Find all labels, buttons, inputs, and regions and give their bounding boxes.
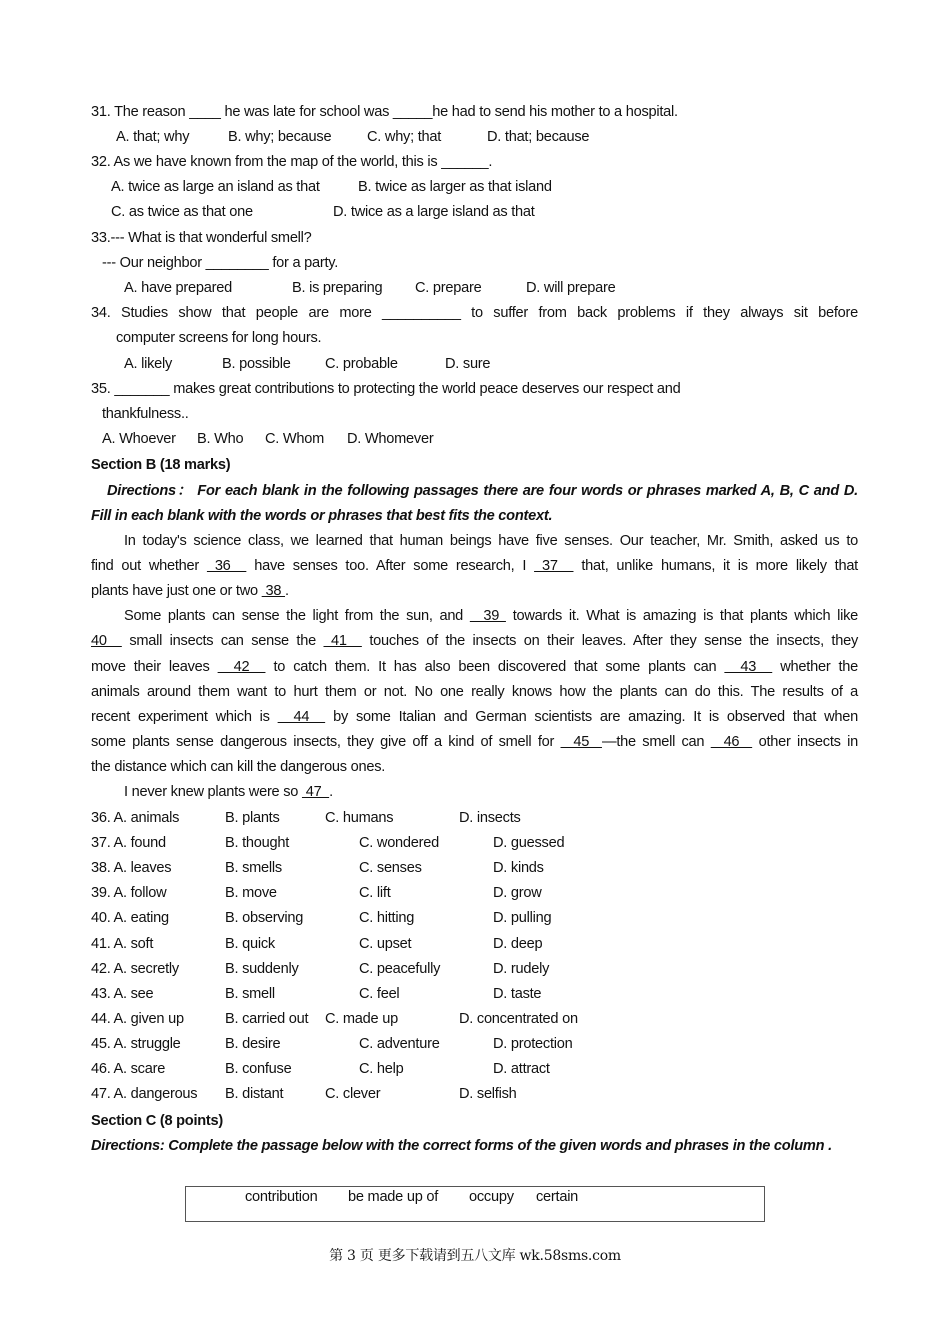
word-box-item: certain	[536, 1189, 579, 1205]
choice-option[interactable]: C. clever	[325, 1086, 381, 1103]
passage-text: In today's science class, we learned that human beings have five senses. Our teacher, Mr. Smith, asked us to	[124, 533, 858, 549]
choice-option[interactable]: D. selfish	[459, 1086, 517, 1103]
passage-line	[91, 629, 858, 654]
choice-option[interactable]: 43. A. see	[91, 985, 154, 1002]
passage-line	[91, 680, 858, 705]
passage-line	[91, 529, 858, 554]
choice-option[interactable]: 36. A. animals	[91, 810, 180, 826]
question-stem: 35. _______ makes great contributions to protecting the world peace deserves our respect and	[91, 381, 681, 397]
answer-blank[interactable]: 41	[323, 633, 362, 650]
choice-option[interactable]: 47. A. dangerous	[91, 1086, 198, 1103]
passage-line	[91, 655, 858, 680]
answer-option[interactable]: A. twice as large an island as that	[111, 179, 320, 195]
answer-blank[interactable]: 46	[710, 733, 753, 750]
question-stem: 34. Studies show that people are more __________ to suffer from back problems if they always sit before	[91, 305, 858, 321]
choice-option[interactable]: D. pulling	[493, 910, 552, 927]
answer-option[interactable]: D. sure	[445, 356, 491, 372]
choice-option[interactable]: 46. A. scare	[91, 1061, 166, 1077]
passage-line	[91, 604, 858, 629]
choice-option[interactable]: C. help	[359, 1061, 404, 1077]
answer-option[interactable]: D. Whomever	[347, 431, 434, 447]
passage-text: —the smell can	[601, 733, 711, 750]
choice-option[interactable]: D. attract	[493, 1061, 550, 1077]
passage-text: find out whether	[91, 558, 207, 575]
choice-option[interactable]: B. carried out	[225, 1010, 309, 1027]
answer-blank[interactable]: 42	[217, 658, 266, 675]
passage-line	[91, 554, 858, 579]
choice-option[interactable]: 40. A. eating	[91, 910, 169, 927]
choice-option[interactable]: C. lift	[359, 885, 391, 902]
choice-option[interactable]: 42. A. secretly	[91, 960, 179, 977]
answer-option[interactable]: B. Who	[197, 431, 244, 447]
section-c-directions: Directions: Complete the passage below with the correct forms of the given words and phrases in the column .	[91, 1138, 832, 1154]
choice-option[interactable]: B. desire	[225, 1035, 281, 1052]
choice-option[interactable]: C. peacefully	[359, 960, 441, 977]
answer-option[interactable]: D. that; because	[487, 129, 590, 145]
choice-option[interactable]: 41. A. soft	[91, 935, 154, 952]
choice-option[interactable]: B. plants	[225, 810, 280, 826]
answer-blank[interactable]: 36	[206, 558, 247, 575]
choice-option[interactable]: B. smells	[225, 860, 282, 877]
answer-option[interactable]: C. why; that	[367, 129, 442, 145]
answer-option[interactable]: C. Whom	[265, 431, 325, 447]
choice-option[interactable]: C. hitting	[359, 910, 415, 927]
answer-blank[interactable]: 45	[560, 733, 602, 750]
answer-option[interactable]: A. have prepared	[124, 280, 232, 296]
answer-blank[interactable]: 47	[301, 784, 330, 800]
question-stem-continued: thankfulness..	[102, 406, 189, 422]
word-box-item: contribution	[245, 1189, 318, 1205]
answer-blank[interactable]: 37	[534, 558, 574, 575]
answer-blank[interactable]: 43	[724, 658, 773, 675]
question-stem: 32. As we have known from the map of the world, this is ______.	[91, 154, 493, 170]
passage-text: that, unlike humans, it is more likely that	[573, 558, 858, 575]
passage-text: move their leaves	[91, 658, 218, 675]
passage-text: the distance which can kill the dangerous ones.	[91, 758, 386, 775]
passage-line	[91, 705, 858, 730]
choice-option[interactable]: C. senses	[359, 860, 422, 877]
section-b-title: Section B (18 marks)	[91, 457, 231, 473]
passage-text: whether the	[772, 658, 859, 675]
choice-option[interactable]: B. smell	[225, 985, 275, 1002]
choice-option[interactable]: D. kinds	[493, 860, 544, 877]
passage-text: some plants sense dangerous insects, they give off a kind of smell for	[91, 733, 561, 750]
answer-blank[interactable]: 40	[91, 633, 122, 650]
answer-option[interactable]: D. twice as a large island as that	[333, 204, 535, 220]
answer-option[interactable]: A. Whoever	[102, 431, 176, 447]
passage-text: plants have just one or two	[91, 583, 262, 600]
passage-text: Some plants can sense the light from the sun, and	[124, 608, 470, 625]
choice-option[interactable]: 44. A. given up	[91, 1010, 184, 1027]
answer-option[interactable]: C. as twice as that one	[111, 204, 253, 220]
answer-option[interactable]: B. possible	[222, 356, 291, 372]
choice-option[interactable]: 37. A. found	[91, 835, 166, 852]
choice-option[interactable]: D. insects	[459, 810, 521, 826]
answer-option[interactable]: B. why; because	[228, 129, 332, 145]
choice-option[interactable]: C. feel	[359, 985, 400, 1002]
choice-option[interactable]: B. move	[225, 885, 277, 902]
choice-option[interactable]: B. distant	[225, 1086, 284, 1103]
passage-text: small insects can sense the	[121, 633, 324, 650]
choice-option[interactable]: D. deep	[493, 935, 543, 952]
question-stem-continued: --- Our neighbor ________ for a party.	[102, 255, 339, 271]
choice-option[interactable]: B. suddenly	[225, 960, 299, 977]
question-stem-continued: computer screens for long hours.	[116, 330, 322, 346]
passage-text: .	[329, 784, 333, 800]
passage-text: to catch them. It has also been discovered that some plants can	[265, 658, 725, 675]
choice-option[interactable]: D. protection	[493, 1035, 573, 1052]
answer-blank[interactable]: 39	[469, 608, 506, 625]
choice-option[interactable]: D. guessed	[493, 835, 565, 852]
word-box-item: be made up of	[348, 1189, 439, 1205]
choice-option[interactable]: 38. A. leaves	[91, 860, 172, 877]
choice-option[interactable]: C. wondered	[359, 835, 439, 852]
answer-option[interactable]: B. is preparing	[292, 280, 383, 296]
choice-option[interactable]: B. thought	[225, 835, 290, 852]
passage-text: recent experiment which is	[91, 708, 278, 725]
passage-text: I never knew plants were so	[124, 784, 302, 800]
choice-option[interactable]: B. quick	[225, 935, 275, 952]
choice-option[interactable]: 45. A. struggle	[91, 1035, 181, 1052]
passage-text: by some Italian and German scientists are amazing. It is observed that when	[325, 708, 858, 725]
choice-option[interactable]: C. upset	[359, 935, 412, 952]
choice-option[interactable]: D. concentrated on	[459, 1010, 578, 1027]
choice-option[interactable]: C. made up	[325, 1010, 398, 1027]
choice-option[interactable]: D. taste	[493, 985, 542, 1002]
passage-text: touches of the insects on their leaves. After they sense the insects, they	[361, 633, 859, 650]
passage-line	[91, 579, 289, 604]
answer-blank[interactable]: 38	[261, 583, 286, 600]
passage-text: animals around them want to hurt them or not. No one really knows how the plants can do this. The results of a	[91, 683, 858, 700]
passage-line	[91, 755, 385, 780]
passage-line	[91, 730, 858, 755]
passage-text: other insects in	[752, 733, 858, 750]
section-b-directions-2: Fill in each blank with the words or phrases that best fits the context.	[91, 508, 553, 524]
answer-option[interactable]: D. will prepare	[526, 280, 616, 296]
answer-option[interactable]: A. likely	[124, 356, 173, 372]
choice-option[interactable]: D. rudely	[493, 960, 550, 977]
section-c-title: Section C (8 points)	[91, 1113, 224, 1129]
choice-option[interactable]: C. adventure	[359, 1035, 440, 1052]
choice-option[interactable]: B. observing	[225, 910, 304, 927]
section-b-directions: Directions： For each blank in the following passages there are four words or phrases marked A, B, C and D.	[107, 483, 858, 499]
passage-text: .	[285, 583, 289, 600]
answer-blank[interactable]: 44	[277, 708, 326, 725]
word-box	[185, 1186, 765, 1222]
answer-option[interactable]: B. twice as larger as that island	[358, 179, 552, 195]
word-box-item: occupy	[469, 1189, 514, 1205]
answer-option[interactable]: A. that; why	[116, 129, 190, 145]
choice-option[interactable]: D. grow	[493, 885, 542, 902]
page-footer: 第 3 页 更多下载请到五八文库 wk.58sms.com	[329, 1248, 621, 1264]
answer-option[interactable]: C. probable	[325, 356, 398, 372]
question-stem: 31. The reason ____ he was late for school was _____he had to send his mother to a hospital.	[91, 104, 678, 120]
choice-option[interactable]: B. confuse	[225, 1061, 292, 1077]
passage-line	[91, 780, 333, 805]
choice-option[interactable]: C. humans	[325, 810, 394, 826]
answer-option[interactable]: C. prepare	[415, 280, 482, 296]
passage-text: have senses too. After some research, I	[246, 558, 535, 575]
choice-option[interactable]: 39. A. follow	[91, 885, 167, 902]
passage-text: towards it. What is amazing is that plants which like	[505, 608, 858, 625]
question-stem: 33.--- What is that wonderful smell?	[91, 230, 312, 246]
